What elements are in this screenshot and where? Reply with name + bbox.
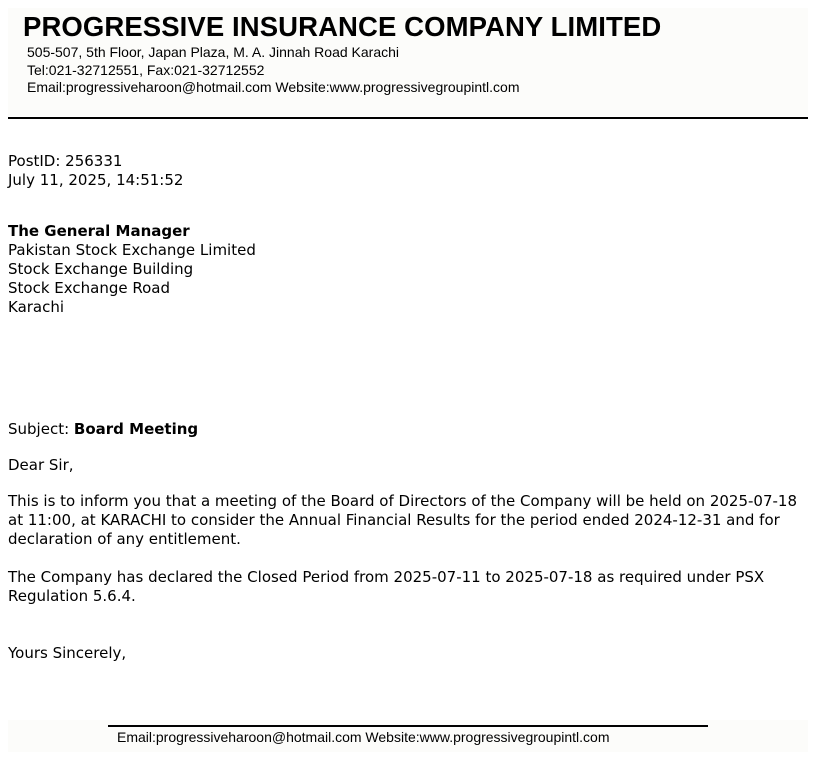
recipient-city: Karachi xyxy=(8,298,65,316)
footer xyxy=(8,720,808,752)
recipient-address-block xyxy=(8,222,256,317)
body-paragraph-meeting: This is to inform you that a meeting of the Board of Directors of the Company will be held on 2025-07-18 at 11:00, at KARACHI to consider the Annual Financial Results for the period ended 2024-12-31 and for declaration of any entitlement. xyxy=(8,492,797,548)
company-address: 505-507, 5th Floor, Japan Plaza, M. A. Jinnah Road Karachi xyxy=(27,44,400,60)
post-datetime: July 11, 2025, 14:51:52 xyxy=(8,171,184,189)
letterhead xyxy=(8,8,808,116)
salutation: Dear Sir, xyxy=(8,456,74,474)
subject-text: Board Meeting xyxy=(73,420,199,438)
recipient-road: Stock Exchange Road xyxy=(8,279,170,297)
company-email-website: Email:progressiveharoon@hotmail.com Website:www.progressivegroupintl.com xyxy=(27,79,520,95)
post-id: PostID: 256331 xyxy=(8,152,123,170)
recipient-organization: Pakistan Stock Exchange Limited xyxy=(8,241,256,259)
body-paragraph-closed-period: The Company has declared the Closed Period from 2025-07-11 to 2025-07-18 as required under PSX Regulation 5.6.4. xyxy=(8,568,765,605)
company-phone-fax: Tel:021-32712551, Fax:021-32712552 xyxy=(27,62,265,78)
subject-label: Subject: xyxy=(8,420,70,438)
header-divider xyxy=(8,117,808,119)
company-name: PROGRESSIVE INSURANCE COMPANY LIMITED xyxy=(23,11,662,42)
recipient-title: The General Manager xyxy=(8,222,190,240)
closing: Yours Sincerely, xyxy=(8,644,127,662)
recipient-building: Stock Exchange Building xyxy=(8,260,194,278)
footer-divider xyxy=(108,725,708,727)
subject-line xyxy=(8,420,198,439)
footer-email-website: Email:progressiveharoon@hotmail.com Website:www.progressivegroupintl.com xyxy=(117,729,610,745)
